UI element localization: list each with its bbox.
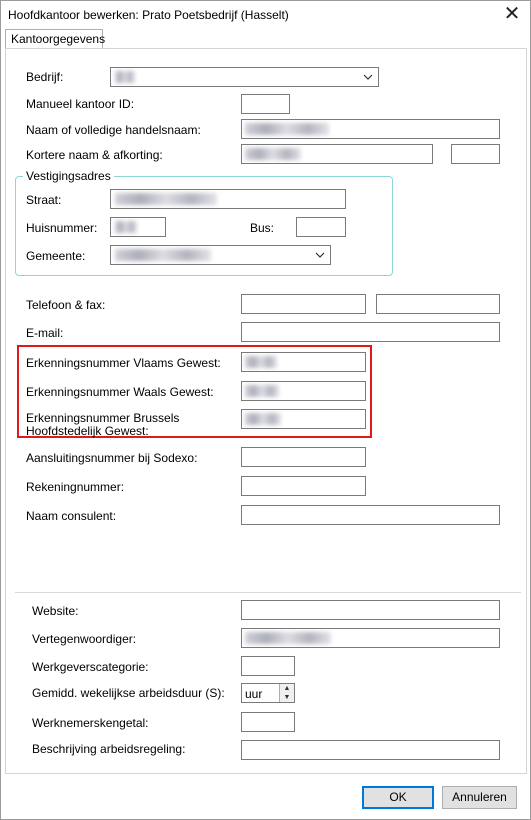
redacted-value: [115, 249, 211, 261]
vlaams-input[interactable]: [241, 352, 366, 372]
website-label: Website:: [32, 604, 79, 618]
chevron-down-icon: [314, 248, 326, 262]
werkgeverscategorie-input[interactable]: [241, 656, 295, 676]
bus-input[interactable]: [296, 217, 346, 237]
huisnummer-label: Huisnummer:: [26, 221, 98, 235]
manueel-id-label: Manueel kantoor ID:: [26, 97, 135, 111]
rekening-label: Rekeningnummer:: [26, 480, 125, 494]
redacted-value: [245, 123, 329, 135]
arbeidsregeling-input[interactable]: [241, 740, 500, 760]
afkorting-input[interactable]: [451, 144, 500, 164]
redacted-value: [245, 385, 279, 397]
arbeidsduur-label: Gemidd. wekelijkse arbeidsduur (S):: [32, 686, 225, 700]
kortere-naam-input[interactable]: [241, 144, 433, 164]
werknemerskengetal-input[interactable]: [241, 712, 295, 732]
waals-input[interactable]: [241, 381, 366, 401]
straat-label: Straat:: [26, 193, 62, 207]
vestigingsadres-title: Vestigingsadres: [23, 169, 114, 183]
vlaams-label: Erkenningsnummer Vlaams Gewest:: [26, 356, 221, 370]
cancel-button[interactable]: Annuleren: [442, 786, 517, 809]
email-input[interactable]: [241, 322, 500, 342]
redacted-value: [115, 221, 137, 233]
rekening-input[interactable]: [241, 476, 366, 496]
arbeidsregeling-label: Beschrijving arbeidsregeling:: [32, 742, 186, 756]
gemeente-label: Gemeente:: [26, 249, 86, 263]
redacted-value: [245, 632, 331, 644]
redacted-value: [245, 148, 301, 160]
huisnummer-input[interactable]: [110, 217, 166, 237]
tab-strip: [1, 29, 530, 49]
consulent-label: Naam consulent:: [26, 509, 117, 523]
redacted-value: [115, 193, 217, 205]
werkgeverscategorie-label: Werkgeverscategorie:: [32, 660, 149, 674]
redacted-value: [115, 71, 135, 83]
sodexo-input[interactable]: [241, 447, 366, 467]
website-input[interactable]: [241, 600, 500, 620]
up-down-arrows-icon[interactable]: ▲ ▼: [279, 684, 294, 702]
telefoon-label: Telefoon & fax:: [26, 298, 106, 312]
consulent-input[interactable]: [241, 505, 500, 525]
chevron-down-icon: [362, 70, 374, 84]
kortere-naam-label: Kortere naam & afkorting:: [26, 148, 163, 162]
vertegenwoordiger-label: Vertegenwoordiger:: [32, 632, 137, 646]
arbeidsduur-unit: uur: [245, 687, 263, 701]
close-icon[interactable]: ✕: [503, 3, 521, 25]
straat-input[interactable]: [110, 189, 346, 209]
naam-input[interactable]: [241, 119, 500, 139]
brussels-label-line1: Erkenningsnummer Brussels: [26, 411, 180, 425]
brussels-label-line2: Hoofdstedelijk Gewest:: [26, 424, 149, 438]
werknemerskengetal-label: Werknemerskengetal:: [32, 716, 149, 730]
brussels-input[interactable]: [241, 409, 366, 429]
telefoon-input[interactable]: [241, 294, 366, 314]
bedrijf-combobox[interactable]: [110, 67, 379, 87]
title-bar: [1, 1, 530, 29]
vertegenwoordiger-input[interactable]: [241, 628, 500, 648]
sodexo-label: Aansluitingsnummer bij Sodexo:: [26, 451, 198, 465]
section-divider: [15, 592, 521, 593]
fax-input[interactable]: [376, 294, 500, 314]
bus-label: Bus:: [250, 221, 275, 235]
ok-button[interactable]: OK: [362, 786, 434, 809]
arbeidsduur-spinner[interactable]: [241, 683, 295, 703]
redacted-value: [245, 413, 281, 425]
email-label: E-mail:: [26, 326, 64, 340]
redacted-value: [245, 356, 277, 368]
window-title: Hoofdkantoor bewerken: Prato Poetsbedrijf (Hasselt): [8, 8, 289, 22]
tab-kantoorgegevens[interactable]: Kantoorgegevens: [5, 29, 103, 48]
waals-label: Erkenningsnummer Waals Gewest:: [26, 385, 214, 399]
bedrijf-label: Bedrijf:: [26, 70, 64, 84]
gemeente-combobox[interactable]: [110, 245, 331, 265]
manueel-id-input[interactable]: [241, 94, 290, 114]
naam-label: Naam of volledige handelsnaam:: [26, 123, 201, 137]
